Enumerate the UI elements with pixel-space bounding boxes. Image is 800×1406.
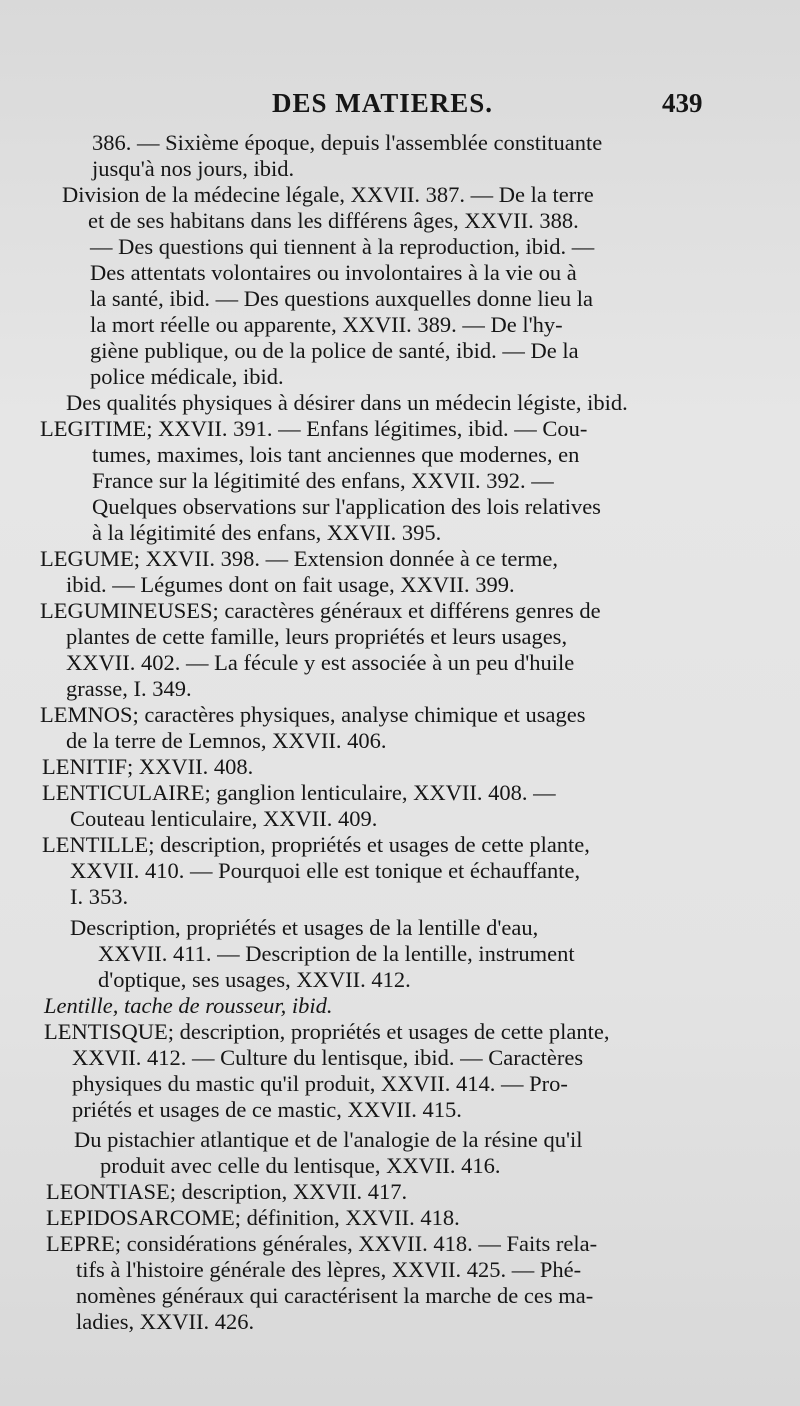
entry-line: LEONTIASE; description, XXVII. 417. — [46, 1179, 408, 1204]
entry-line: LEGITIME; XXVII. 391. — Enfans légitimes, ibid. — Cou- — [40, 416, 588, 441]
entry-line: la santé, ibid. — Des questions auxquelles donne lieu la — [90, 286, 594, 311]
entry-line: physiques du mastic qu'il produit, XXVII. 414. — Pro- — [72, 1071, 568, 1096]
entry-line: — Des questions qui tiennent à la reproduction, ibid. — — [90, 234, 595, 259]
entry-line: ibid. — Légumes dont on fait usage, XXVII. 399. — [66, 572, 515, 597]
entry-line: LEMNOS; caractères physiques, analyse chimique et usages — [40, 702, 586, 727]
entry-line: de la terre de Lemnos, XXVII. 406. — [66, 728, 387, 753]
entry-line: giène publique, ou de la police de santé, ibid. — De la — [90, 338, 579, 363]
entry-line: XXVII. 411. — Description de la lentille, instrument — [98, 941, 575, 966]
entry-line: LEGUME; XXVII. 398. — Extension donnée à ce terme, — [40, 546, 558, 571]
page-header — [0, 86, 800, 126]
entry-line: XXVII. 412. — Culture du lentisque, ibid. — Caractères — [72, 1045, 584, 1070]
running-title: DES MATIERES. — [272, 88, 494, 118]
entry-line: LENITIF; XXVII. 408. — [42, 754, 254, 779]
entry-line: Lentille, tache de rousseur, ibid. — [44, 993, 333, 1018]
entry-line: à la légitimité des enfans, XXVII. 395. — [92, 520, 442, 545]
entry-line: LEGUMINEUSES; caractères généraux et différens genres de — [40, 598, 601, 623]
entry-line: produit avec celle du lentisque, XXVII. 416. — [100, 1153, 501, 1178]
entry-line: Des qualités physiques à désirer dans un médecin légiste, ibid. — [66, 390, 628, 415]
entry-line: LEPRE; considérations générales, XXVII. 418. — Faits rela- — [46, 1231, 598, 1256]
entry-line: LEPIDOSARCOME; définition, XXVII. 418. — [46, 1205, 460, 1230]
entry-line: d'optique, ses usages, XXVII. 412. — [98, 967, 411, 992]
entry-line: tifs à l'histoire générale des lèpres, XXVII. 425. — Phé- — [76, 1257, 582, 1282]
entry-line: Du pistachier atlantique et de l'analogie de la résine qu'il — [74, 1127, 583, 1152]
entry-line: LENTICULAIRE; ganglion lenticulaire, XXVII. 408. — — [42, 780, 556, 805]
entry-line: Description, propriétés et usages de la lentille d'eau, — [70, 915, 539, 940]
page-number: 439 — [662, 88, 703, 118]
entry-line: XXVII. 410. — Pourquoi elle est tonique et échauffante, — [70, 858, 581, 883]
entry-line: police médicale, ibid. — [90, 364, 284, 389]
entry-line: LENTISQUE; description, propriétés et usages de cette plante, — [44, 1019, 610, 1044]
entry-line: LENTILLE; description, propriétés et usages de cette plante, — [42, 832, 590, 857]
entry-line: Quelques observations sur l'application des lois relatives — [92, 494, 601, 519]
entry-line: XXVII. 402. — La fécule y est associée à un peu d'huile — [66, 650, 575, 675]
entry-line: France sur la légitimité des enfans, XXVII. 392. — — [92, 468, 554, 493]
entry-line: 386. — Sixième époque, depuis l'assemblée constituante — [92, 130, 603, 155]
entry-line: plantes de cette famille, leurs propriétés et leurs usages, — [66, 624, 568, 649]
entry-line: ladies, XXVII. 426. — [76, 1309, 255, 1334]
entry-line: la mort réelle ou apparente, XXVII. 389. — De l'hy- — [90, 312, 563, 337]
entry-line: Couteau lenticulaire, XXVII. 409. — [70, 806, 378, 831]
entry-line: grasse, I. 349. — [66, 676, 192, 701]
entry-line: priétés et usages de ce mastic, XXVII. 415. — [72, 1097, 462, 1122]
entry-line: et de ses habitans dans les différens âges, XXVII. 388. — [88, 208, 579, 233]
entry-line: I. 353. — [70, 884, 129, 909]
entry-line: nomènes généraux qui caractérisent la marche de ces ma- — [76, 1283, 594, 1308]
entry-line: jusqu'à nos jours, ibid. — [92, 156, 295, 181]
entry-line: tumes, maximes, lois tant anciennes que modernes, en — [92, 442, 580, 467]
entry-line: Des attentats volontaires ou involontaires à la vie ou à — [90, 260, 577, 285]
entry-line: Division de la médecine légale, XXVII. 387. — De la terre — [62, 182, 594, 207]
